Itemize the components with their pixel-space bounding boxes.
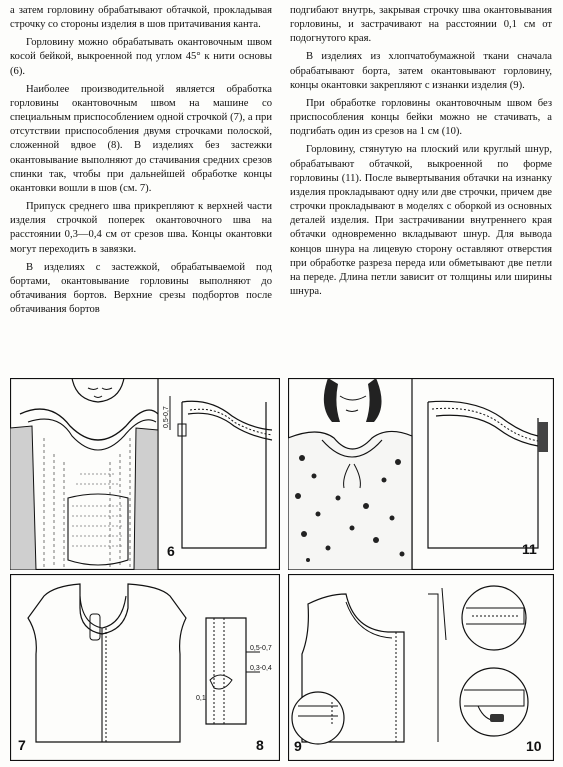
figure-number: 8: [256, 737, 264, 753]
dimension-label: 0,1: [196, 695, 206, 702]
paragraph: Наиболее производительной является обработка горловины окантовочным швом на машине со специальным приспособлением одной строчкой (7), а при отсутствии приспособления двумя строчками полоской, сложенной вдвое (8). В изделиях без застежки окантовывание выполняют до стачивания средних срезов спинки так, чтобы при дальнейшей обработке концы окантовки вошли в шов (см. 7).: [10, 83, 272, 194]
figure-6-panel: [10, 378, 280, 570]
paragraph: В изделиях из хлопчатобумажной ткани сначала обрабатывают борта, затем окантовывают горловину, концы окантовки закрепляют с изнанки изделия (9).: [290, 51, 552, 91]
figure-number: 9: [294, 738, 302, 754]
figure-9-10-drawing: [288, 574, 554, 761]
figure-6-drawing: [10, 378, 280, 570]
figure-11-panel: [288, 378, 554, 570]
paragraph: Горловину можно обрабатывать окантовочным швом косой бейкой, выкроенной под углом 45° к нити основы (6).: [10, 37, 272, 77]
paragraph: подгибают внутрь, закрывая строчку шва окантовывания горловины, и застрачивают на расстоянии 0,1 см от подогнутого края.: [290, 5, 552, 45]
dimension-label: 0,3-0,4: [250, 665, 272, 672]
figure-9-10-panel: [288, 574, 554, 761]
paragraph: а затем горловину обрабатывают обтачкой, прокладывая строчку со стороны изделия в шов притачивания канта.: [10, 5, 272, 31]
text-column-right: [290, 4, 552, 303]
text-column-left: [10, 4, 272, 321]
paragraph: При обработке горловины окантовочным швом без приспособления концы бейки можно не стачивать, а подгибать один из срезов на 1 см (10).: [290, 97, 552, 138]
figure-7-8-drawing: [10, 574, 280, 761]
figure-11-drawing: [288, 378, 554, 570]
figure-number: 10: [526, 738, 542, 754]
dimension-label: 0,5-0,7: [163, 406, 170, 428]
figure-7-8-panel: [10, 574, 280, 761]
figure-number: 6: [167, 543, 175, 559]
figure-number: 7: [18, 737, 26, 753]
paragraph: Припуск среднего шва прикрепляют к верхней части изделия строчкой поперек окантовочного шва на расстоянии 0,3—0,4 см от срезов шва. Концы окантовки могут переходить в завязки.: [10, 201, 272, 255]
paragraph: В изделиях с застежкой, обрабатываемой под бортами, окантовывание горловины выполняют до обтачивания бортов. Верхние срезы подбортов после обтачивания бортов: [10, 261, 272, 316]
paragraph: Горловину, стянутую на плоский или круглый шнур, обрабатывают обтачкой, выкроенной по форме горловины (11). После вывертывания обтачки на изнанку изделия прокладывают одну или две строчки, причем две строчки прокладывают в моделях с оборкой из основных деталей изделия. При застрачивании внутреннего края обтачки одновременно вкладывают шнур. Для вывода концов шнура на лицевую сторону оставляют отверстия при обработке разреза переда или обметывают две петли на переде. Длина петли зависит от толщины или ширины шнура.: [290, 144, 552, 297]
figure-number: 11: [522, 541, 537, 557]
dimension-label: 0,5-0,7: [250, 645, 272, 652]
